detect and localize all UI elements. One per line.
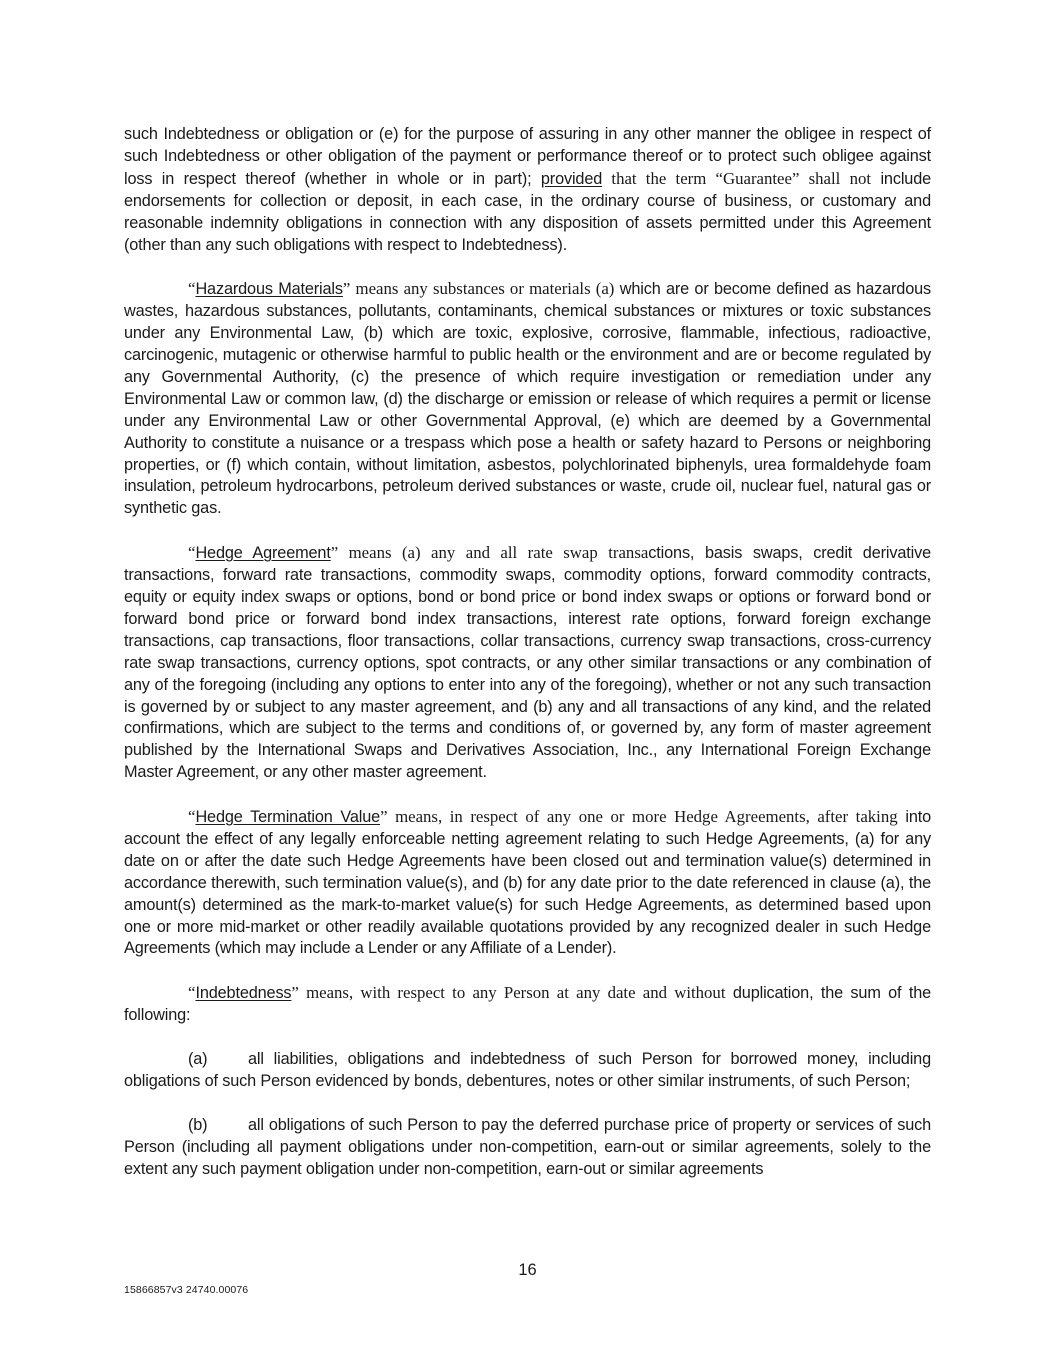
list-item-text: all obligations of such Person to pay the deferred purchase price of property or services of such Person (including all payment obligations under non-competition, earn-out or similar agreements, solely to the extent any such payment obligation under non-competition, earn-out or similar agreements [124,1115,931,1178]
list-item-b [124,1115,931,1181]
defined-term: Hedge Termination Value [195,808,381,827]
paragraph-text: include endorsements for collection or deposit, in each case, in the ordinary course of business, or customary and reasonable indemnity obligations in connection with any disposition of assets permitted under this Agreement (other than any such obligations with respect to Indebtedness). [124,169,931,254]
open-quote: “ [188,983,196,1003]
open-quote: “ [188,543,196,563]
document-id: 15866857v3 24740.00076 [124,1284,249,1296]
definition-hazardous-materials [124,278,931,520]
paragraph-text-serif: ” means, with respect to any Person at any date and without [291,983,726,1003]
list-item-text: all liabilities, obligations and indebtedness of such Person for borrowed money, including obligations of such Person evidenced by bonds, debentures, notes or other similar instruments, of such Person; [124,1049,931,1090]
definition-hedge-agreement [124,542,931,784]
defined-term: Indebtedness [195,984,292,1003]
definition-hedge-termination-value [124,806,931,960]
list-item-label: (a) [188,1049,208,1068]
paragraph-text: ctions, basis swaps, credit derivative transactions, forward rate transactions, commodity swaps, commodity options, forward commodity contracts, equity or equity index swaps or options, bond or bond price or bond index swaps or options or forward bond or forward bond price or forward bond index transactions, interest rate options, forward foreign exchange transactions, cap transactions, floor transactions, collar transactions, currency swap transactions, cross-currency rate swap transactions, currency options, spot contracts, or any other similar transactions or any combination of any of the foregoing (including any options to enter into any of the foregoing), whether or not any such transaction is governed by or subject to any master agreement, and (b) any and all transactions of any kind, and the related confirmations, which are subject to the terms and conditions of, or governed by, any form of master agreement published by the International Swaps and Derivatives Association, Inc., any International Foreign Exchange Master Agreement, or any other master agreement. [124,544,931,782]
paragraph-text-serif: ” means any substances or materials (a) [342,279,615,299]
list-item-label: (b) [188,1115,208,1134]
paragraph-text: duplication, the sum of the following: [124,984,931,1025]
paragraph-text-serif: ” means, in respect of any one or more Hedge Agreements, after taking [380,807,898,827]
paragraph-text-serif: that the term “Guarantee” shall not [602,168,872,188]
defined-term: Hazardous Materials [195,280,343,299]
open-quote: “ [188,807,196,827]
definition-indebtedness [124,982,931,1027]
provided-term: provided [540,169,603,188]
paragraph-text: such Indebtedness or obligation or (e) for the purpose of assuring in any other manner the obligee in respect of such Indebtedness or other obligation of the payment or performance thereof or to protect such obligee against loss in respect thereof (whether in whole or in part); [124,125,931,188]
document-body [124,124,931,1202]
list-item-a [124,1049,931,1093]
defined-term: Hedge Agreement [195,544,331,563]
paragraph-text: which are or become defined as hazardous wastes, hazardous substances, pollutants, contaminants, chemical substances or mixtures or toxic substances under any Environmental Law, (b) which are toxic, explosive, corrosive, flammable, infectious, radioactive, carcinogenic, mutagenic or otherwise harmful to public health or the environment and are or become regulated by any Governmental Authority, (c) the presence of which require investigation or remediation under any Environmental Law or common law, (d) the discharge or emission or release of which requires a permit or license under any Environmental Law or other Governmental Approval, (e) which are deemed by a Governmental Authority to constitute a nuisance or a trespass which pose a health or safety hazard to Persons or neighboring properties, or (f) which contain, without limitation, asbestos, polychlorinated biphenyls, urea formaldehyde foam insulation, petroleum hydrocarbons, petroleum derived substances or waste, crude oil, nuclear fuel, natural gas or synthetic gas. [124,280,931,518]
paragraph-text-serif: ” means (a) any and all rate swap transa [330,543,649,563]
page-number: 16 [518,1261,537,1279]
paragraph-text: into account the effect of any legally enforceable netting agreement relating to such Hedge Agreements, (a) for any date on or after the date such Hedge Agreements have been closed out and termination value(s) determined in accordance therewith, such termination value(s), and (b) for any date prior to the date referenced in clause (a), the amount(s) determined as the mark-to-market value(s) for such Hedge Agreements, as determined based upon one or more mid-market or other readily available quotations provided by any recognized dealer in such Hedge Agreements (which may include a Lender or any Affiliate of a Lender). [124,808,931,958]
paragraph-guarantee-continuation [124,124,931,256]
open-quote: “ [188,279,196,299]
